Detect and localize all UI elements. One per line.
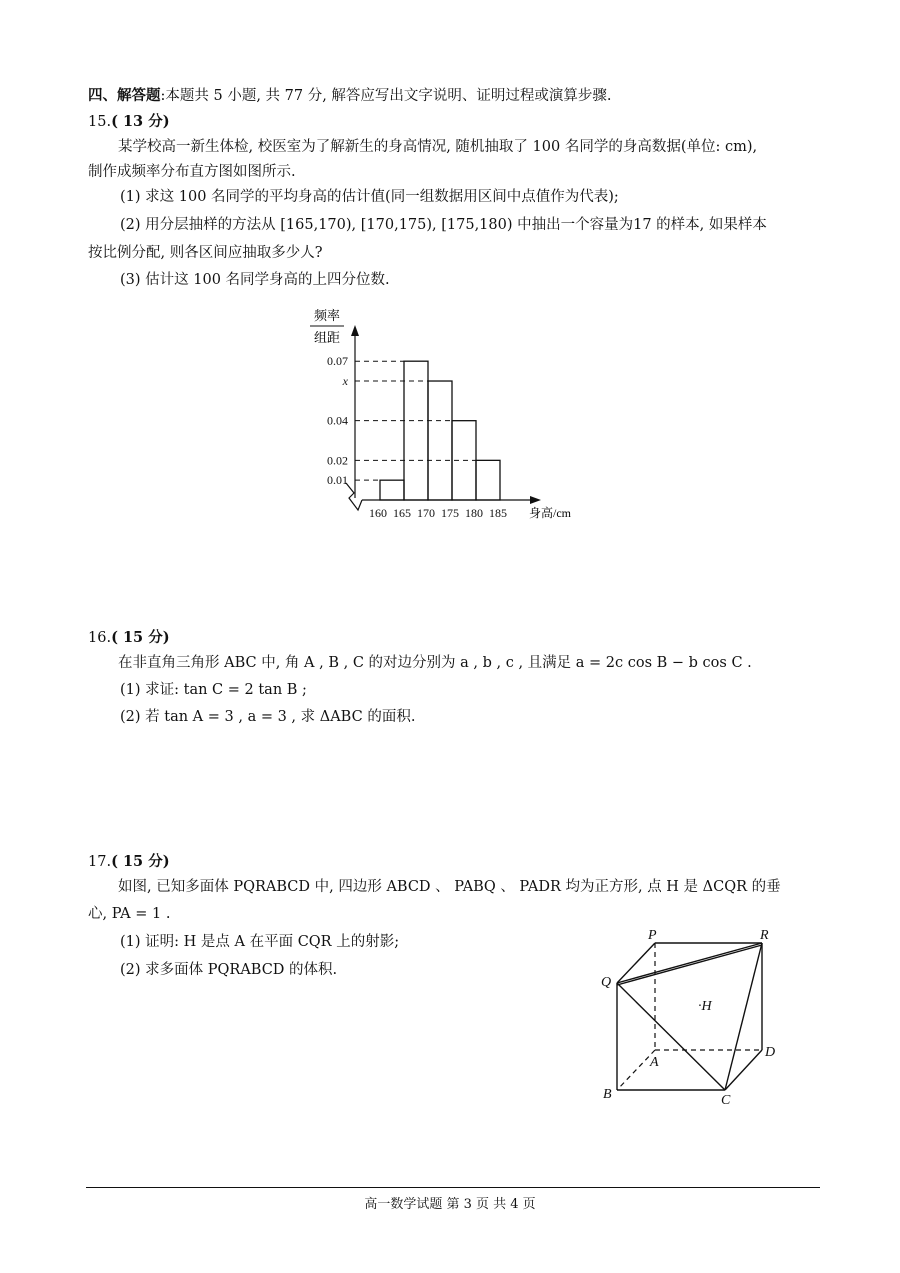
bar-175-180	[452, 421, 476, 500]
edge-QR	[617, 943, 762, 983]
q17-score: ( 15 分)	[111, 853, 170, 870]
q16-score: ( 15 分)	[111, 629, 170, 646]
edge-QR-thick	[617, 945, 762, 985]
q15-part3: (3) 估计这 100 名同学身高的上四分位数.	[120, 272, 390, 288]
x-tick-label: 180	[465, 506, 483, 520]
bar-170-175	[428, 381, 452, 500]
q16-intro: 在非直角三角形 ABC 中, 角 A , B , C 的对边分别为 a , b , c , 且满足 a = 2c cos B − b cos C .	[118, 655, 752, 671]
ylabel-numerator: 频率	[313, 308, 341, 323]
x-axis-arrow	[530, 496, 541, 504]
y-tick-label: 0.07	[327, 354, 348, 369]
bar-160-165	[380, 480, 404, 500]
q16-part2: (2) 若 tan A = 3 , a = 3 , 求 ΔABC 的面积.	[120, 709, 416, 725]
q16-header	[88, 628, 170, 648]
edge-QC	[617, 983, 725, 1090]
q17-intro-line1: 如图, 已知多面体 PQRABCD 中, 四边形 ABCD 、 PABQ 、 PADR 均为正方形, 点 H 是 ΔCQR 的垂	[118, 879, 781, 895]
y-tick-label: 0.01	[327, 473, 348, 488]
label-R: R	[760, 928, 769, 943]
y-tick-label: x	[342, 374, 348, 389]
edge-RC	[725, 943, 762, 1090]
q17-header	[88, 852, 170, 872]
footer-rule	[86, 1187, 820, 1188]
label-Q: Q	[601, 975, 612, 990]
section-desc: :本题共 5 小题, 共 77 分, 解答应写出文字说明、证明过程或演算步骤.	[160, 88, 612, 104]
section-heading	[88, 86, 612, 106]
q16-part1: (1) 求证: tan C = 2 tan B ;	[120, 682, 307, 698]
label-H: ·H	[698, 999, 712, 1014]
label-C: C	[721, 1093, 731, 1108]
label-A: A	[650, 1055, 659, 1070]
q15-part2-line2: 按比例分配, 则各区间应抽取多少人?	[88, 245, 323, 261]
q17-part2: (2) 求多面体 PQRABCD 的体积.	[120, 962, 338, 978]
axis-break	[346, 483, 362, 510]
q15-number: 15.	[88, 114, 112, 130]
ylabel-denominator: 组距	[313, 330, 341, 345]
edge-QP	[617, 943, 655, 983]
xlabel: 身高/cm	[529, 506, 571, 520]
q15-header	[88, 112, 170, 132]
q15-score: ( 13 分)	[111, 113, 170, 130]
bar-180-185	[476, 460, 500, 500]
x-tick-label: 160	[369, 506, 387, 520]
bar-165-170	[404, 361, 428, 500]
x-tick-label: 185	[489, 506, 507, 520]
q17-intro-line2: 心, PA = 1 .	[88, 906, 171, 922]
y-axis-arrow	[351, 325, 359, 336]
x-tick-label: 170	[417, 506, 435, 520]
edge-CD	[725, 1050, 762, 1090]
q17-number: 17.	[88, 854, 112, 870]
q15-intro-line1: 某学校高一新生体检, 校医室为了解新生的身高情况, 随机抽取了 100 名同学的身高数据(单位: cm),	[118, 139, 758, 155]
q17-part1: (1) 证明: H 是点 A 在平面 CQR 上的射影;	[120, 934, 400, 950]
y-tick-label: 0.04	[327, 413, 348, 428]
label-P: P	[648, 928, 657, 943]
q15-intro-line2: 制作成频率分布直方图如图所示.	[88, 164, 296, 180]
y-tick-label: 0.02	[327, 453, 348, 468]
page-footer: 高一数学试题 第 3 页 共 4 页	[364, 1197, 536, 1212]
hidden-edge-AB	[617, 1050, 655, 1090]
label-D: D	[765, 1045, 776, 1060]
section-title: 四、解答题	[88, 87, 161, 104]
q16-number: 16.	[88, 630, 112, 646]
x-tick-label: 175	[441, 506, 459, 520]
x-tick-label: 165	[393, 506, 411, 520]
q15-part2-line1: (2) 用分层抽样的方法从 [165,170), [170,175), [175,180) 中抽出一个容量为17 的样本, 如果样本	[120, 217, 767, 233]
q15-part1: (1) 求这 100 名同学的平均身高的估计值(同一组数据用区间中点值作为代表);	[120, 189, 619, 205]
label-B: B	[603, 1087, 612, 1102]
